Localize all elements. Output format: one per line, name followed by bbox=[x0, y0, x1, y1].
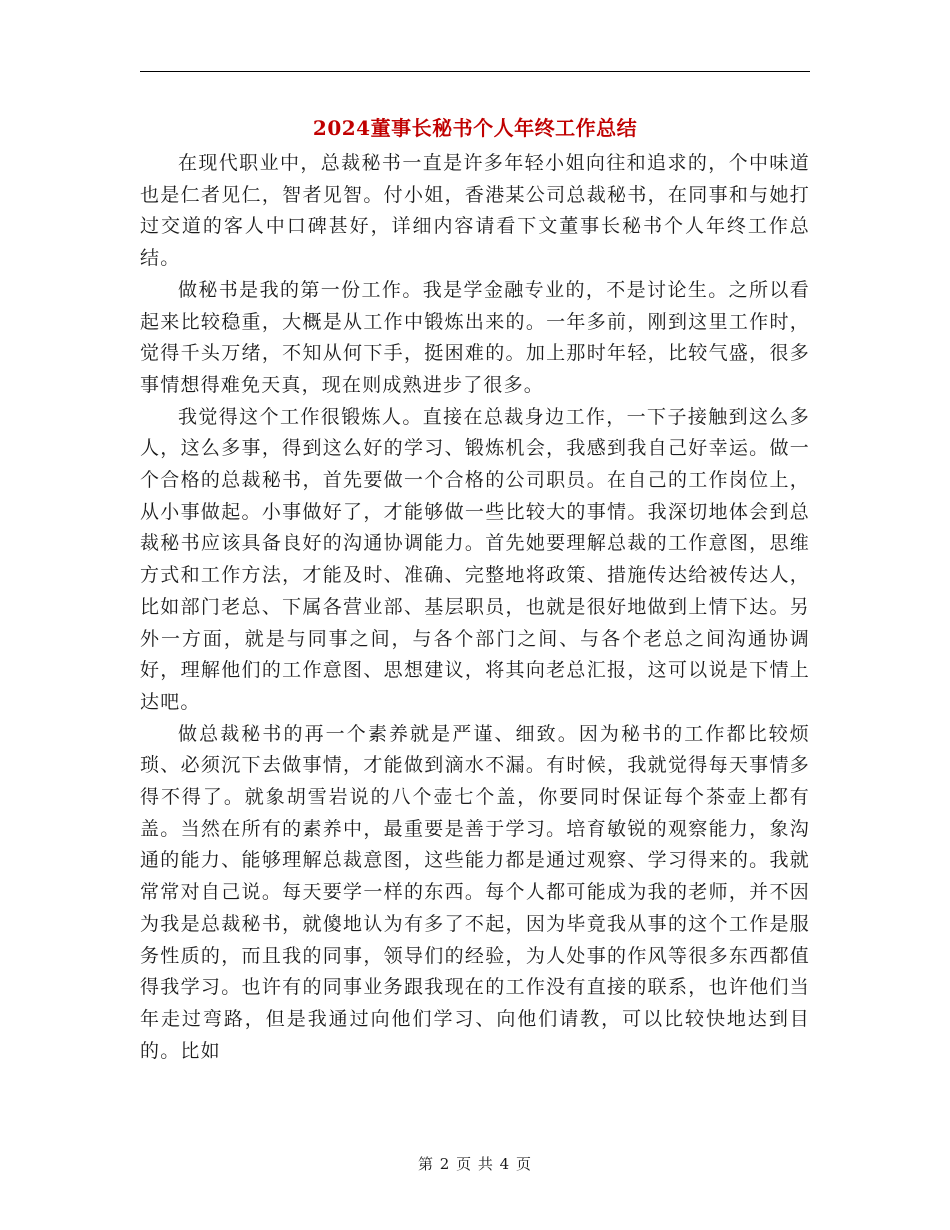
page-number: 第 2 页 共 4 页 bbox=[418, 1155, 532, 1173]
document-title: 2024董事长秘书个人年终工作总结 bbox=[312, 116, 638, 140]
header-rule bbox=[140, 71, 810, 72]
paragraph-first-job: 做秘书是我的第一份工作。我是学金融专业的，不是讨论生。之所以看起来比较稳重，大概是从工作中锻炼出来的。一年多前，刚到这里工作时，觉得千头万绪，不知从何下手，挺困难的。加上那时年轻，比较气盛，很多事情想得难免天真，现在则成熟进步了很多。 bbox=[140, 278, 810, 396]
paragraph-intro: 在现代职业中，总裁秘书一直是许多年轻小姐向往和追求的，个中味道也是仁者见仁，智者见智。付小姐，香港某公司总裁秘书，在同事和与她打过交道的客人中口碑甚好，详细内容请看下文董事长秘书个人年终工作总结。 bbox=[140, 152, 810, 270]
document-body bbox=[140, 148, 810, 1067]
paragraph-communication: 我觉得这个工作很锻炼人。直接在总裁身边工作，一下子接触到这么多人，这么多事，得到这么好的学习、锻炼机会，我感到我自己好幸运。做一个合格的总裁秘书，首先要做一个合格的公司职员。在自己的工作岗位上，从小事做起。小事做好了，才能够做一些比较大的事情。我深切地体会到总裁秘书应该具备良好的沟通协调能力。首先她要理解总裁的工作意图，思维方式和工作方法，才能及时、准确、完整地将政策、措施传达给被传达人，比如部门老总、下属各营业部、基层职员，也就是很好地做到上情下达。另外一方面，就是与同事之间，与各个部门之间、与各个老总之间沟通协调好，理解他们的工作意图、思想建议，将其向老总汇报，这可以说是下情上达吧。 bbox=[140, 405, 810, 713]
paragraph-rigor-learning: 做总裁秘书的再一个素养就是严谨、细致。因为秘书的工作都比较烦琐、必须沉下去做事情，才能做到滴水不漏。有时候，我就觉得每天事情多得不得了。就象胡雪岩说的八个壶七个盖，你要同时保证每个茶壶上都有盖。当然在所有的素养中，最重要是善于学习。培育敏锐的观察能力，象沟通的能力、能够理解总裁意图，这些能力都是通过观察、学习得来的。我就常常对自己说。每天要学一样的东西。每个人都可能成为我的老师，并不因为我是总裁秘书，就傻地认为有多了不起，因为毕竟我从事的这个工作是服务性质的，而且我的同事，领导们的经验，为人处事的作风等很多东西都值得我学习。也许有的同事业务跟我现在的工作没有直接的联系，也许他们当年走过弯路，但是我通过向他们学习、向他们请教，可以比较快地达到目的。比如 bbox=[140, 722, 810, 1062]
